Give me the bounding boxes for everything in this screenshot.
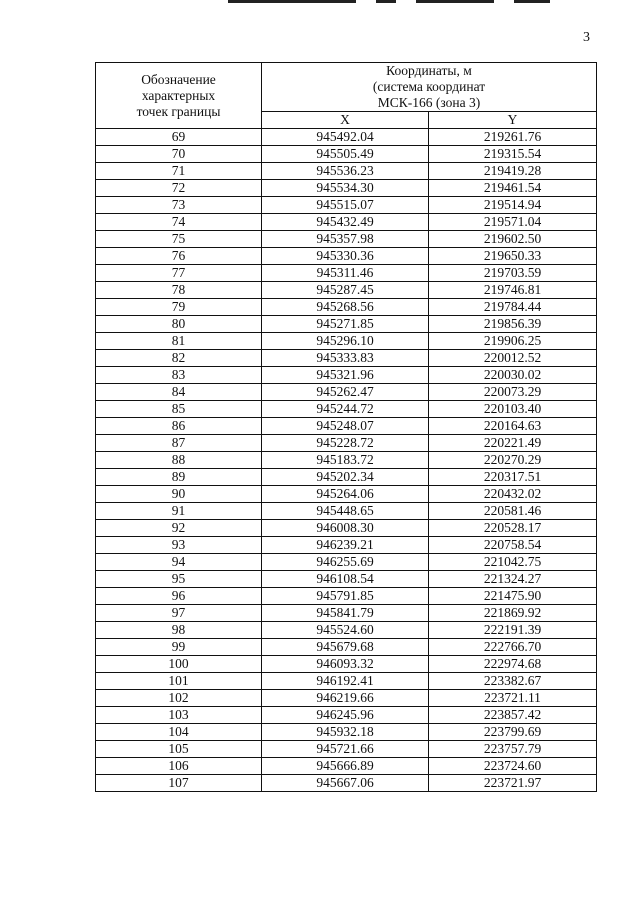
x-coordinate-cell: 946219.66 bbox=[262, 690, 429, 707]
y-coordinate-cell: 223757.79 bbox=[429, 741, 597, 758]
x-coordinate-cell: 945287.45 bbox=[262, 282, 429, 299]
point-cell: 74 bbox=[96, 214, 262, 231]
point-cell: 83 bbox=[96, 367, 262, 384]
y-coordinate-cell: 219419.28 bbox=[429, 163, 597, 180]
page-number: 3 bbox=[583, 30, 590, 45]
table-row bbox=[96, 129, 597, 146]
x-coordinate-cell: 945667.06 bbox=[262, 775, 429, 792]
y-coordinate-cell: 221869.92 bbox=[429, 605, 597, 622]
x-coordinate-cell: 945505.49 bbox=[262, 146, 429, 163]
y-coordinate-cell: 219261.76 bbox=[429, 129, 597, 146]
table-row bbox=[96, 197, 597, 214]
table-row bbox=[96, 248, 597, 265]
y-coordinate-cell: 223724.60 bbox=[429, 758, 597, 775]
table-row bbox=[96, 282, 597, 299]
x-coordinate-cell: 945296.10 bbox=[262, 333, 429, 350]
table-row bbox=[96, 520, 597, 537]
table-row bbox=[96, 435, 597, 452]
y-coordinate-cell: 219571.04 bbox=[429, 214, 597, 231]
x-coordinate-cell: 946192.41 bbox=[262, 673, 429, 690]
point-cell: 106 bbox=[96, 758, 262, 775]
point-cell: 105 bbox=[96, 741, 262, 758]
x-coordinate-cell: 945262.47 bbox=[262, 384, 429, 401]
y-coordinate-cell: 220073.29 bbox=[429, 384, 597, 401]
point-cell: 76 bbox=[96, 248, 262, 265]
coords-header-line: (система координат bbox=[372, 79, 486, 94]
point-cell: 82 bbox=[96, 350, 262, 367]
point-cell: 80 bbox=[96, 316, 262, 333]
table-row bbox=[96, 656, 597, 673]
y-column-header: Y bbox=[429, 112, 597, 129]
point-cell: 78 bbox=[96, 282, 262, 299]
x-coordinate-cell: 945448.65 bbox=[262, 503, 429, 520]
table-row bbox=[96, 486, 597, 503]
y-coordinate-cell: 220528.17 bbox=[429, 520, 597, 537]
x-coordinate-cell: 945183.72 bbox=[262, 452, 429, 469]
x-coordinate-cell: 945321.96 bbox=[262, 367, 429, 384]
x-coordinate-cell: 946245.96 bbox=[262, 707, 429, 724]
table-header bbox=[96, 63, 597, 129]
table-row bbox=[96, 673, 597, 690]
point-cell: 107 bbox=[96, 775, 262, 792]
point-cell: 85 bbox=[96, 401, 262, 418]
points-header-line: характерных bbox=[141, 87, 216, 103]
y-coordinate-cell: 220103.40 bbox=[429, 401, 597, 418]
x-coordinate-cell: 945271.85 bbox=[262, 316, 429, 333]
x-coordinate-cell: 945311.46 bbox=[262, 265, 429, 282]
x-coordinate-cell: 945333.83 bbox=[262, 350, 429, 367]
x-coordinate-cell: 946255.69 bbox=[262, 554, 429, 571]
table-row bbox=[96, 707, 597, 724]
point-cell: 99 bbox=[96, 639, 262, 656]
table-row bbox=[96, 231, 597, 248]
point-cell: 72 bbox=[96, 180, 262, 197]
point-cell: 95 bbox=[96, 571, 262, 588]
point-cell: 92 bbox=[96, 520, 262, 537]
point-cell: 98 bbox=[96, 622, 262, 639]
y-coordinate-cell: 222766.70 bbox=[429, 639, 597, 656]
table-row bbox=[96, 214, 597, 231]
x-coordinate-cell: 945524.60 bbox=[262, 622, 429, 639]
point-cell: 96 bbox=[96, 588, 262, 605]
points-header-line: точек границы bbox=[136, 103, 221, 119]
point-cell: 87 bbox=[96, 435, 262, 452]
table-body bbox=[96, 129, 597, 792]
point-cell: 81 bbox=[96, 333, 262, 350]
x-coordinate-cell: 945432.49 bbox=[262, 214, 429, 231]
x-column-header: X bbox=[262, 112, 429, 129]
table-row bbox=[96, 775, 597, 792]
table-row bbox=[96, 350, 597, 367]
point-cell: 102 bbox=[96, 690, 262, 707]
y-coordinate-cell: 219703.59 bbox=[429, 265, 597, 282]
point-cell: 94 bbox=[96, 554, 262, 571]
y-coordinate-cell: 223857.42 bbox=[429, 707, 597, 724]
x-coordinate-cell: 945244.72 bbox=[262, 401, 429, 418]
point-cell: 97 bbox=[96, 605, 262, 622]
point-cell: 77 bbox=[96, 265, 262, 282]
y-coordinate-cell: 219514.94 bbox=[429, 197, 597, 214]
x-coordinate-cell: 945492.04 bbox=[262, 129, 429, 146]
point-cell: 75 bbox=[96, 231, 262, 248]
point-cell: 93 bbox=[96, 537, 262, 554]
y-coordinate-cell: 220432.02 bbox=[429, 486, 597, 503]
table-row bbox=[96, 554, 597, 571]
y-coordinate-cell: 220758.54 bbox=[429, 537, 597, 554]
x-coordinate-cell: 945228.72 bbox=[262, 435, 429, 452]
coords-header-line: МСК-166 (зона 3) bbox=[377, 95, 481, 110]
table-row bbox=[96, 503, 597, 520]
table-row bbox=[96, 401, 597, 418]
x-coordinate-cell: 946008.30 bbox=[262, 520, 429, 537]
table-row bbox=[96, 299, 597, 316]
point-cell: 89 bbox=[96, 469, 262, 486]
table-row bbox=[96, 163, 597, 180]
table-row bbox=[96, 316, 597, 333]
table-row bbox=[96, 265, 597, 282]
y-coordinate-cell: 221042.75 bbox=[429, 554, 597, 571]
y-coordinate-cell: 220270.29 bbox=[429, 452, 597, 469]
y-coordinate-cell: 223382.67 bbox=[429, 673, 597, 690]
y-coordinate-cell: 221324.27 bbox=[429, 571, 597, 588]
point-cell: 90 bbox=[96, 486, 262, 503]
point-cell: 86 bbox=[96, 418, 262, 435]
y-coordinate-cell: 220317.51 bbox=[429, 469, 597, 486]
x-coordinate-cell: 945202.34 bbox=[262, 469, 429, 486]
x-coordinate-cell: 945330.36 bbox=[262, 248, 429, 265]
x-coordinate-cell: 945666.89 bbox=[262, 758, 429, 775]
y-coordinate-cell: 219315.54 bbox=[429, 146, 597, 163]
coordinates-group-header bbox=[262, 63, 597, 112]
table-row bbox=[96, 588, 597, 605]
point-cell: 84 bbox=[96, 384, 262, 401]
point-cell: 73 bbox=[96, 197, 262, 214]
table-row bbox=[96, 367, 597, 384]
x-coordinate-cell: 945679.68 bbox=[262, 639, 429, 656]
y-coordinate-cell: 219746.81 bbox=[429, 282, 597, 299]
point-cell: 70 bbox=[96, 146, 262, 163]
table-row bbox=[96, 724, 597, 741]
y-coordinate-cell: 219602.50 bbox=[429, 231, 597, 248]
table-row bbox=[96, 690, 597, 707]
y-coordinate-cell: 219461.54 bbox=[429, 180, 597, 197]
coordinates-table bbox=[95, 62, 597, 792]
point-cell: 103 bbox=[96, 707, 262, 724]
point-cell: 69 bbox=[96, 129, 262, 146]
table-row bbox=[96, 605, 597, 622]
x-coordinate-cell: 945515.07 bbox=[262, 197, 429, 214]
table-row bbox=[96, 622, 597, 639]
table-row bbox=[96, 469, 597, 486]
y-coordinate-cell: 222191.39 bbox=[429, 622, 597, 639]
y-coordinate-cell: 220012.52 bbox=[429, 350, 597, 367]
y-coordinate-cell: 219856.39 bbox=[429, 316, 597, 333]
point-cell: 88 bbox=[96, 452, 262, 469]
table-row bbox=[96, 418, 597, 435]
y-coordinate-cell: 220581.46 bbox=[429, 503, 597, 520]
point-cell: 101 bbox=[96, 673, 262, 690]
y-coordinate-cell: 219906.25 bbox=[429, 333, 597, 350]
x-coordinate-cell: 945268.56 bbox=[262, 299, 429, 316]
x-coordinate-cell: 946108.54 bbox=[262, 571, 429, 588]
points-header-line: Обозначение bbox=[141, 71, 216, 87]
y-coordinate-cell: 220164.63 bbox=[429, 418, 597, 435]
x-coordinate-cell: 945841.79 bbox=[262, 605, 429, 622]
points-column-header bbox=[96, 63, 262, 129]
y-coordinate-cell: 223721.11 bbox=[429, 690, 597, 707]
x-coordinate-cell: 945534.30 bbox=[262, 180, 429, 197]
point-cell: 104 bbox=[96, 724, 262, 741]
table-row bbox=[96, 537, 597, 554]
scan-edge-artifact bbox=[228, 0, 588, 4]
point-cell: 91 bbox=[96, 503, 262, 520]
table-row bbox=[96, 384, 597, 401]
y-coordinate-cell: 220030.02 bbox=[429, 367, 597, 384]
x-coordinate-cell: 946239.21 bbox=[262, 537, 429, 554]
y-coordinate-cell: 220221.49 bbox=[429, 435, 597, 452]
y-coordinate-cell: 222974.68 bbox=[429, 656, 597, 673]
table-row bbox=[96, 741, 597, 758]
table-row bbox=[96, 180, 597, 197]
x-coordinate-cell: 945536.23 bbox=[262, 163, 429, 180]
y-coordinate-cell: 219784.44 bbox=[429, 299, 597, 316]
table-row bbox=[96, 571, 597, 588]
x-coordinate-cell: 945264.06 bbox=[262, 486, 429, 503]
table-row bbox=[96, 758, 597, 775]
x-coordinate-cell: 945357.98 bbox=[262, 231, 429, 248]
point-cell: 71 bbox=[96, 163, 262, 180]
x-coordinate-cell: 946093.32 bbox=[262, 656, 429, 673]
table-row bbox=[96, 639, 597, 656]
x-coordinate-cell: 945248.07 bbox=[262, 418, 429, 435]
table-row bbox=[96, 333, 597, 350]
y-coordinate-cell: 223721.97 bbox=[429, 775, 597, 792]
x-coordinate-cell: 945791.85 bbox=[262, 588, 429, 605]
coords-header-line: Координаты, м bbox=[386, 63, 472, 78]
point-cell: 79 bbox=[96, 299, 262, 316]
point-cell: 100 bbox=[96, 656, 262, 673]
x-coordinate-cell: 945721.66 bbox=[262, 741, 429, 758]
x-coordinate-cell: 945932.18 bbox=[262, 724, 429, 741]
table-row bbox=[96, 146, 597, 163]
y-coordinate-cell: 219650.33 bbox=[429, 248, 597, 265]
y-coordinate-cell: 223799.69 bbox=[429, 724, 597, 741]
table-row bbox=[96, 452, 597, 469]
y-coordinate-cell: 221475.90 bbox=[429, 588, 597, 605]
